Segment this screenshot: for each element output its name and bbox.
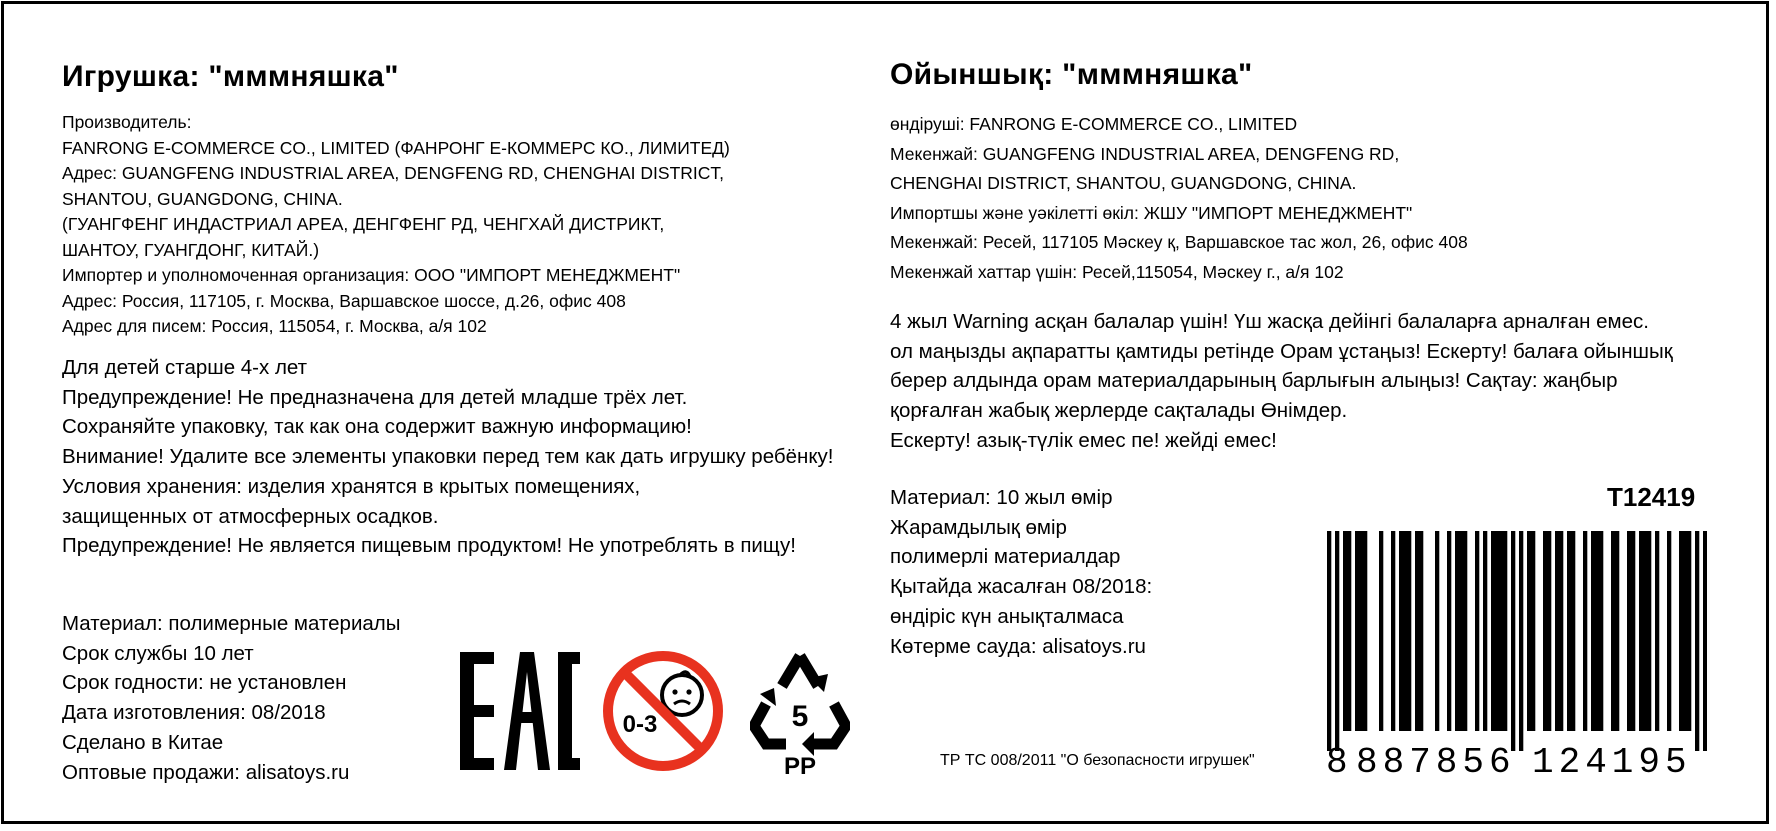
barcode-bar	[1359, 531, 1363, 731]
ru-info-line: ШАНТОУ, ГУАНГДОНГ, КИТАЙ.)	[62, 239, 320, 260]
kz-spec-line: Көтерме сауда: alisatoys.ru	[890, 634, 1146, 658]
barcode-bar	[1355, 531, 1359, 731]
barcode-bar	[1419, 531, 1423, 731]
kz-spec-line: полимерлі материалдар	[890, 545, 1121, 569]
barcode-bar	[1363, 531, 1367, 731]
barcode-bar	[1491, 531, 1495, 731]
age-label: 0-3	[622, 711, 658, 738]
barcode-bar	[1599, 531, 1603, 731]
ru-manufacturer-info	[62, 110, 730, 340]
ru-info-line: Адрес для писем: Россия, 115054, г. Москва, а/я 102	[62, 316, 487, 336]
recycling-pp-icon	[750, 652, 850, 776]
barcode-bar	[1519, 531, 1523, 751]
kz-warning-line: берер алдында орам материалдарының барлығын алыңыз! Сақтау: жаңбыр	[890, 369, 1618, 393]
barcode-bar	[1511, 531, 1515, 751]
barcode-bar	[1503, 531, 1507, 731]
ru-warning-line: Для детей старше 4-х лет	[62, 356, 308, 379]
barcode-bar	[1583, 531, 1587, 731]
barcode-bar	[1639, 531, 1643, 731]
ru-info-line: Адрес: GUANGFENG INDUSTRIAL AREA, DENGFENG RD, CHENGHAI DISTRICT,	[62, 163, 725, 183]
regulation-text: ТР ТС 008/2011 "О безопасности игрушек"	[940, 752, 1255, 769]
barcode-bar	[1531, 531, 1535, 731]
kz-info-line: Мекенжай: Ресей, 117105 Мәскеу қ, Варшавское тас жол, 26, офис 408	[890, 232, 1468, 252]
barcode-right-group: 124195	[1532, 742, 1692, 783]
barcode-bar	[1463, 531, 1467, 731]
ru-warning-line: Предупреждение! Не является пищевым продуктом! Не употреблять в пищу!	[62, 534, 796, 558]
kz-info-line: Мекенжай хаттар үшін: Ресей,115054, Мәскеу г., а/я 102	[890, 261, 1344, 282]
barcode-bar	[1495, 531, 1499, 731]
barcode-bar	[1483, 531, 1487, 731]
barcode-bar	[1655, 531, 1659, 731]
kz-warning-line: Ескерту! азық-түлік емес пе! жейді емес!	[890, 428, 1277, 452]
barcode-bar	[1327, 531, 1331, 751]
barcode-bar	[1403, 531, 1407, 731]
kz-spec-line: Қытайда жасалған 08/2018:	[890, 575, 1153, 599]
barcode-bar	[1611, 531, 1615, 731]
barcode-bar	[1595, 531, 1599, 731]
barcode-image	[1327, 531, 1707, 751]
kz-warning-line: 4 жыл Warning асқан балалар үшін! Үш жасқа дейінгі балаларға арналған емес.	[890, 310, 1649, 333]
barcode-bar	[1435, 531, 1439, 731]
barcode-bar	[1631, 531, 1635, 731]
ru-warning-line: Внимание! Удалите все элементы упаковки перед тем как дать игрушку ребёнку!	[62, 445, 834, 469]
barcode-bar	[1527, 531, 1531, 731]
barcode-first-digit: 8	[1326, 742, 1348, 783]
barcode-bar	[1547, 531, 1551, 731]
kz-info-line: Импортшы және уәкілетті өкіл: ЖШУ "ИМПОРТ МЕНЕДЖМЕНТ"	[890, 202, 1413, 223]
ru-info-line: Импортер и уполномоченная организация: ООО "ИМПОРТ МЕНЕДЖМЕНТ"	[62, 265, 681, 285]
barcode-bar	[1407, 531, 1411, 731]
recycling-label: PP	[783, 753, 817, 776]
kz-warning-line: қорғалған жабық жерлерде сақталады Өнімдер.	[890, 399, 1348, 423]
barcode-bar	[1335, 531, 1339, 751]
ru-warning-line: Предупреждение! Не предназначена для детей младше трёх лет.	[62, 385, 688, 409]
barcode-bar	[1567, 531, 1571, 731]
recycling-number: 5	[791, 700, 809, 733]
kz-title: Ойыншық: "мммняшка"	[890, 58, 1253, 91]
ru-specifications	[62, 609, 401, 787]
barcode-bar	[1571, 531, 1575, 731]
ru-spec-line: Срок годности: не установлен	[62, 671, 347, 695]
article-code: T12419	[1607, 482, 1696, 512]
kz-spec-line: Жарамдылық өмір	[890, 515, 1067, 539]
eac-mark-icon	[460, 652, 580, 770]
kz-warnings	[890, 307, 1673, 456]
barcode-bar	[1455, 531, 1459, 731]
barcode-bar	[1399, 531, 1403, 731]
barcode-bar	[1343, 531, 1347, 731]
barcode-bar	[1627, 531, 1631, 731]
barcode-bar	[1643, 531, 1647, 731]
ru-info-line: FANRONG E-COMMERCE CO., LIMITED (ФАНРОНГ Е-КОММЕРС КО., ЛИМИТЕД)	[62, 137, 730, 158]
kz-spec-line: өндіріс күн анықталмаса	[890, 604, 1124, 628]
kz-specifications	[890, 483, 1152, 661]
kz-spec-line: Материал: 10 жыл өмір	[890, 486, 1113, 509]
barcode-bar	[1475, 531, 1479, 731]
barcode-bar	[1647, 531, 1651, 731]
barcode-bar	[1447, 531, 1451, 731]
barcode-bar	[1703, 531, 1707, 751]
ru-warnings	[62, 353, 833, 561]
ru-spec-line: Дата изготовления: 08/2018	[62, 701, 326, 725]
kz-info-line: CHENGHAI DISTRICT, SHANTOU, GUANGDONG, CHINA.	[890, 173, 1357, 193]
ru-info-line: Производитель:	[62, 112, 192, 132]
ru-warning-line: Сохраняйте упаковку, так как она содержит важную информацию!	[62, 415, 692, 439]
ru-info-line: Адрес: Россия, 117105, г. Москва, Варшавское шоссе, д.26, офис 408	[62, 290, 626, 311]
barcode-bar	[1415, 531, 1419, 731]
ru-title: Игрушка: "мммняшка"	[62, 60, 399, 93]
ru-spec-line: Срок службы 10 лет	[62, 641, 254, 665]
ru-warning-line: Условия хранения: изделия хранятся в крытых помещениях,	[62, 474, 641, 498]
barcode-left-group: 887856	[1356, 742, 1516, 783]
kz-warning-line: ол маңызды ақпаратты қамтиды ретінде Орам ұстаңыз! Ескерту! балаға ойыншық	[890, 339, 1673, 363]
ru-info-line: (ГУАНГФЕНГ ИНДАСТРИАЛ АРЕА, ДЕНГФЕНГ РД, ЧЕНГХАЙ ДИСТРИКТ,	[62, 214, 665, 234]
barcode-bar	[1555, 531, 1559, 731]
barcode-bar	[1667, 531, 1671, 731]
product-label	[1, 1, 1769, 824]
ru-warning-line: защищенных от атмосферных осадков.	[62, 504, 439, 528]
barcode-bar	[1379, 531, 1383, 731]
barcode-bar	[1543, 531, 1547, 731]
barcode-bar	[1459, 531, 1463, 731]
barcode-bar	[1615, 531, 1619, 731]
barcode-bar	[1559, 531, 1563, 731]
barcode-bar	[1679, 531, 1683, 731]
ru-spec-line: Оптовые продажи: alisatoys.ru	[62, 760, 350, 784]
barcode-bar	[1687, 531, 1691, 731]
ru-spec-line: Сделано в Китае	[62, 730, 224, 754]
barcode-bar	[1695, 531, 1699, 751]
ru-spec-line: Материал: полимерные материалы	[62, 612, 401, 635]
barcode-bar	[1499, 531, 1503, 731]
barcode-bar	[1347, 531, 1351, 731]
barcode-bar	[1391, 531, 1395, 731]
barcode-digits	[1326, 743, 1712, 783]
ru-info-line: SHANTOU, GUANGDONG, CHINA.	[62, 188, 343, 209]
kz-info-line: өндіруші: FANRONG E-COMMERCE CO., LIMITED	[890, 114, 1298, 134]
barcode-bar	[1591, 531, 1595, 731]
barcode-bar	[1683, 531, 1687, 731]
no-children-0-3-icon	[602, 650, 724, 772]
kz-manufacturer-info	[890, 110, 1468, 287]
kz-info-line: Мекенжай: GUANGFENG INDUSTRIAL AREA, DENGFENG RD,	[890, 143, 1400, 164]
